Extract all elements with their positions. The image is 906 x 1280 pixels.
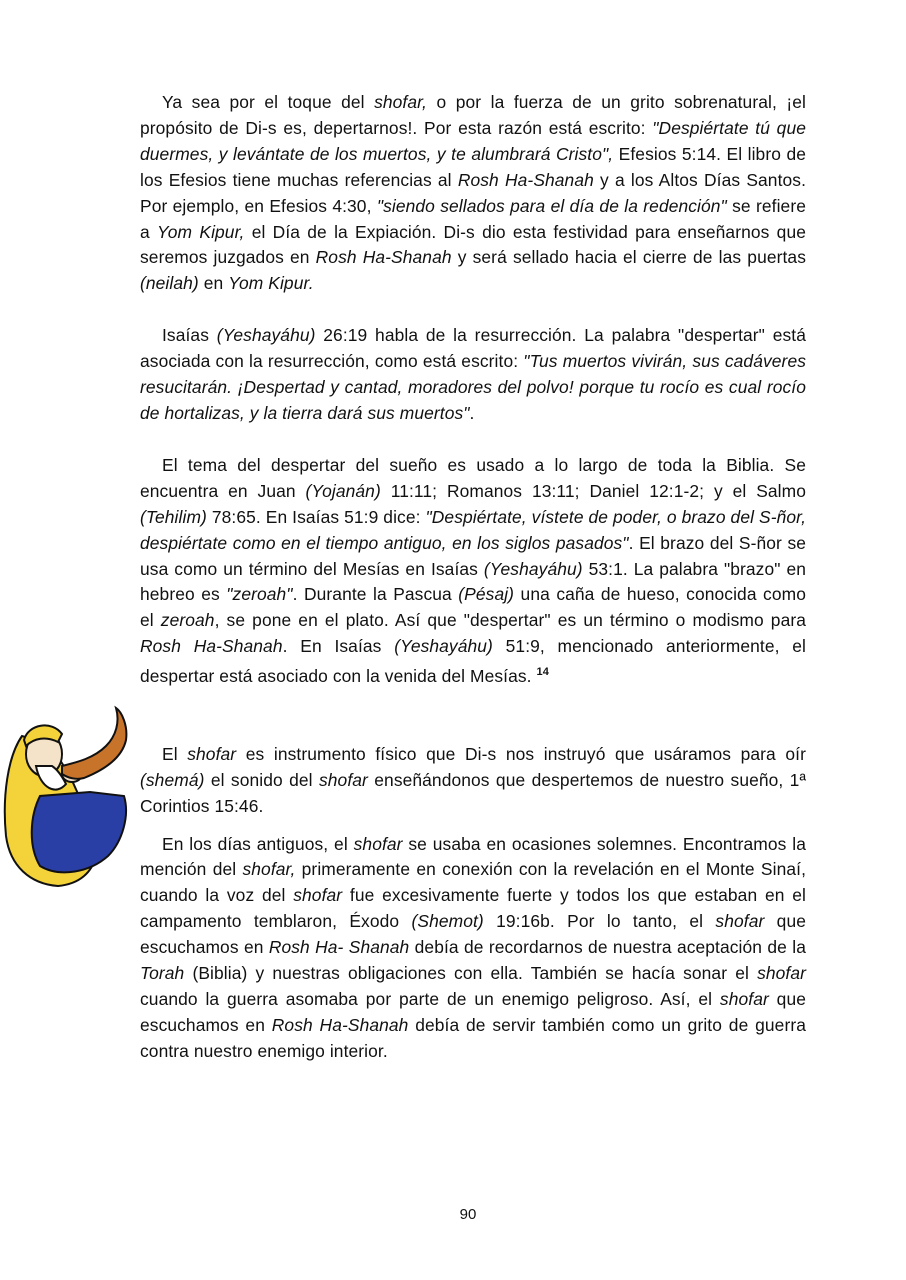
text-run: Isaías: [162, 325, 217, 346]
italic-text: shofar: [757, 963, 806, 984]
text-run: En los días antiguos, el: [162, 833, 354, 854]
text-run: debía de servir también como un grito de guerra contra nuestro enemigo interior.: [140, 1014, 806, 1061]
paragraph-3: [140, 453, 806, 690]
text-run: el Día de la Expiación. Di-s dio esta festividad para enseñarnos que seremos juzgados en: [140, 221, 806, 268]
italic-text: (neilah): [140, 273, 199, 294]
text-run: Ya sea por el toque del: [162, 92, 375, 112]
paragraph-1: [140, 90, 806, 297]
italic-text: shofar,: [242, 859, 296, 880]
italic-text: (Tehilim): [140, 506, 207, 527]
text-run: es instrumento físico que Di-s nos instruyó que usáramos para oír: [236, 743, 806, 764]
italic-text: "zeroah": [226, 584, 293, 605]
italic-text: (Yeshayáhu): [394, 636, 493, 657]
italic-text: shofar: [187, 743, 237, 764]
text-run: (Biblia) y nuestras obligaciones con ella. También se hacía sonar el: [184, 963, 758, 984]
text-run: . El brazo del S-ñor se usa como un término del Mesías en Isaías: [140, 532, 807, 579]
paragraph-2: [140, 323, 806, 427]
text-run: en: [198, 273, 229, 294]
italic-text: shofar: [293, 885, 343, 906]
text-run: primeramente en conexión con la revelación en el Monte Sinaí, cuando la voz del: [140, 859, 807, 906]
text-run: que escuchamos en: [140, 988, 806, 1035]
italic-text: (Yeshayáhu): [216, 325, 316, 346]
document-body: [140, 90, 806, 1065]
italic-text: zeroah: [160, 610, 215, 631]
text-run: El: [162, 743, 188, 764]
text-run: . Durante la Pascua: [292, 584, 459, 605]
italic-text: Rosh Ha-Shanah: [271, 1014, 409, 1035]
italic-text: "siendo sellados para el día de la redención": [376, 195, 727, 216]
italic-text: Rosh Ha-Shanah: [457, 169, 594, 190]
text-run: , se pone en el plato. Así que "despertar" es un término o modismo para: [214, 610, 806, 631]
text-run: una caña de hueso, conocida como el: [140, 584, 806, 631]
italic-text: Rosh Ha-Shanah: [315, 247, 452, 268]
text-run: 11:11; Romanos 13:11; Daniel 12:1-2; y el Salmo: [380, 480, 806, 501]
text-run: Efesios 5:14. El libro de los Efesios tiene muchas referencias al: [140, 143, 807, 190]
italic-text: shofar: [318, 769, 368, 790]
italic-text: shofar,: [374, 92, 427, 112]
text-run: cuando la guerra asomaba por parte de un enemigo peligroso. Así, el: [140, 988, 720, 1009]
italic-text: (Yeshayáhu): [483, 558, 583, 579]
shofar-horn: [62, 708, 126, 779]
page-number: 90: [459, 1206, 477, 1223]
text-run: 19:16b. Por lo tanto, el: [483, 911, 716, 932]
text-run: 78:65. En Isaías 51:9 dice:: [206, 506, 426, 527]
italic-text: Rosh Ha- Shanah: [268, 937, 410, 958]
italic-text: Yom Kipur.: [228, 273, 314, 294]
text-run: . En Isaías: [282, 636, 395, 657]
italic-text: shofar: [715, 911, 765, 932]
text-run: se usaba en ocasiones solemnes. Encontramos la mención del: [140, 833, 806, 880]
italic-text: (Shemot): [411, 911, 484, 932]
text-run: y será sellado hacia el cierre de las puertas: [451, 247, 807, 268]
italic-text: "Despiértate, vístete de poder, o brazo del S-ñor, despiértate como en el tiempo antiguo, en los siglos pasados": [140, 506, 806, 553]
italic-text: "Tus muertos vivirán, sus cadáveres resucitarán. ¡Despertad y cantad, moradores del polvo! porque tu rocío es cual rocío de hortalizas, y la tierra dará sus muertos": [140, 351, 807, 423]
italic-text: shofar: [719, 988, 769, 1009]
paragraph-5: [140, 832, 806, 1065]
text-run: 51:9, mencionado anteriormente, el despertar está asociado con la venida del Mesías.: [140, 636, 807, 686]
footnote-ref: 14: [536, 666, 549, 679]
text-run: 53:1. La palabra "brazo" en hebreo es: [140, 558, 806, 605]
text-run: .: [469, 402, 475, 423]
italic-text: (shemá): [140, 769, 205, 790]
italic-text: Yom Kipur,: [157, 221, 245, 242]
italic-text: Rosh Ha-Shanah: [140, 636, 283, 657]
text-run: que escuchamos en: [140, 911, 806, 958]
text-run: fue excesivamente fuerte y todos los que estaban en el campamento temblaron, Éxodo: [140, 885, 806, 932]
text-run: o por la fuerza de un grito sobrenatural, ¡el propósito de Di-s es, depertarnos!. Por esta razón está escrito:: [140, 92, 806, 138]
text-run: se refiere a: [140, 195, 806, 242]
italic-text: "Despiértate tú que duermes, y levántate de los muertos, y te alumbrará Cristo",: [140, 117, 806, 164]
text-run: y a los Altos Días Santos. Por ejemplo, en Efesios 4:30,: [140, 169, 806, 216]
text-run: el sonido del: [204, 769, 319, 790]
text-run: debía de recordarnos de nuestra aceptación de la: [409, 937, 806, 958]
shofar-blower-illustration: [0, 696, 146, 888]
text-run: 26:19 habla de la resurrección. La palabra "despertar" está asociada con la resurrección, como está escrito:: [140, 325, 806, 372]
shofar-blower-icon: [0, 696, 146, 888]
italic-text: (Yojanán): [305, 480, 381, 501]
text-run: enseñándonos que despertemos de nuestro sueño, 1ª Corintios 15:46.: [140, 769, 806, 816]
italic-text: (Pésaj): [458, 584, 515, 605]
paragraph-4: [140, 742, 806, 820]
italic-text: Torah: [140, 963, 185, 984]
italic-text: shofar: [353, 833, 403, 854]
text-run: El tema del despertar del sueño es usado a lo largo de toda la Biblia. Se encuentra en Juan: [140, 454, 806, 501]
